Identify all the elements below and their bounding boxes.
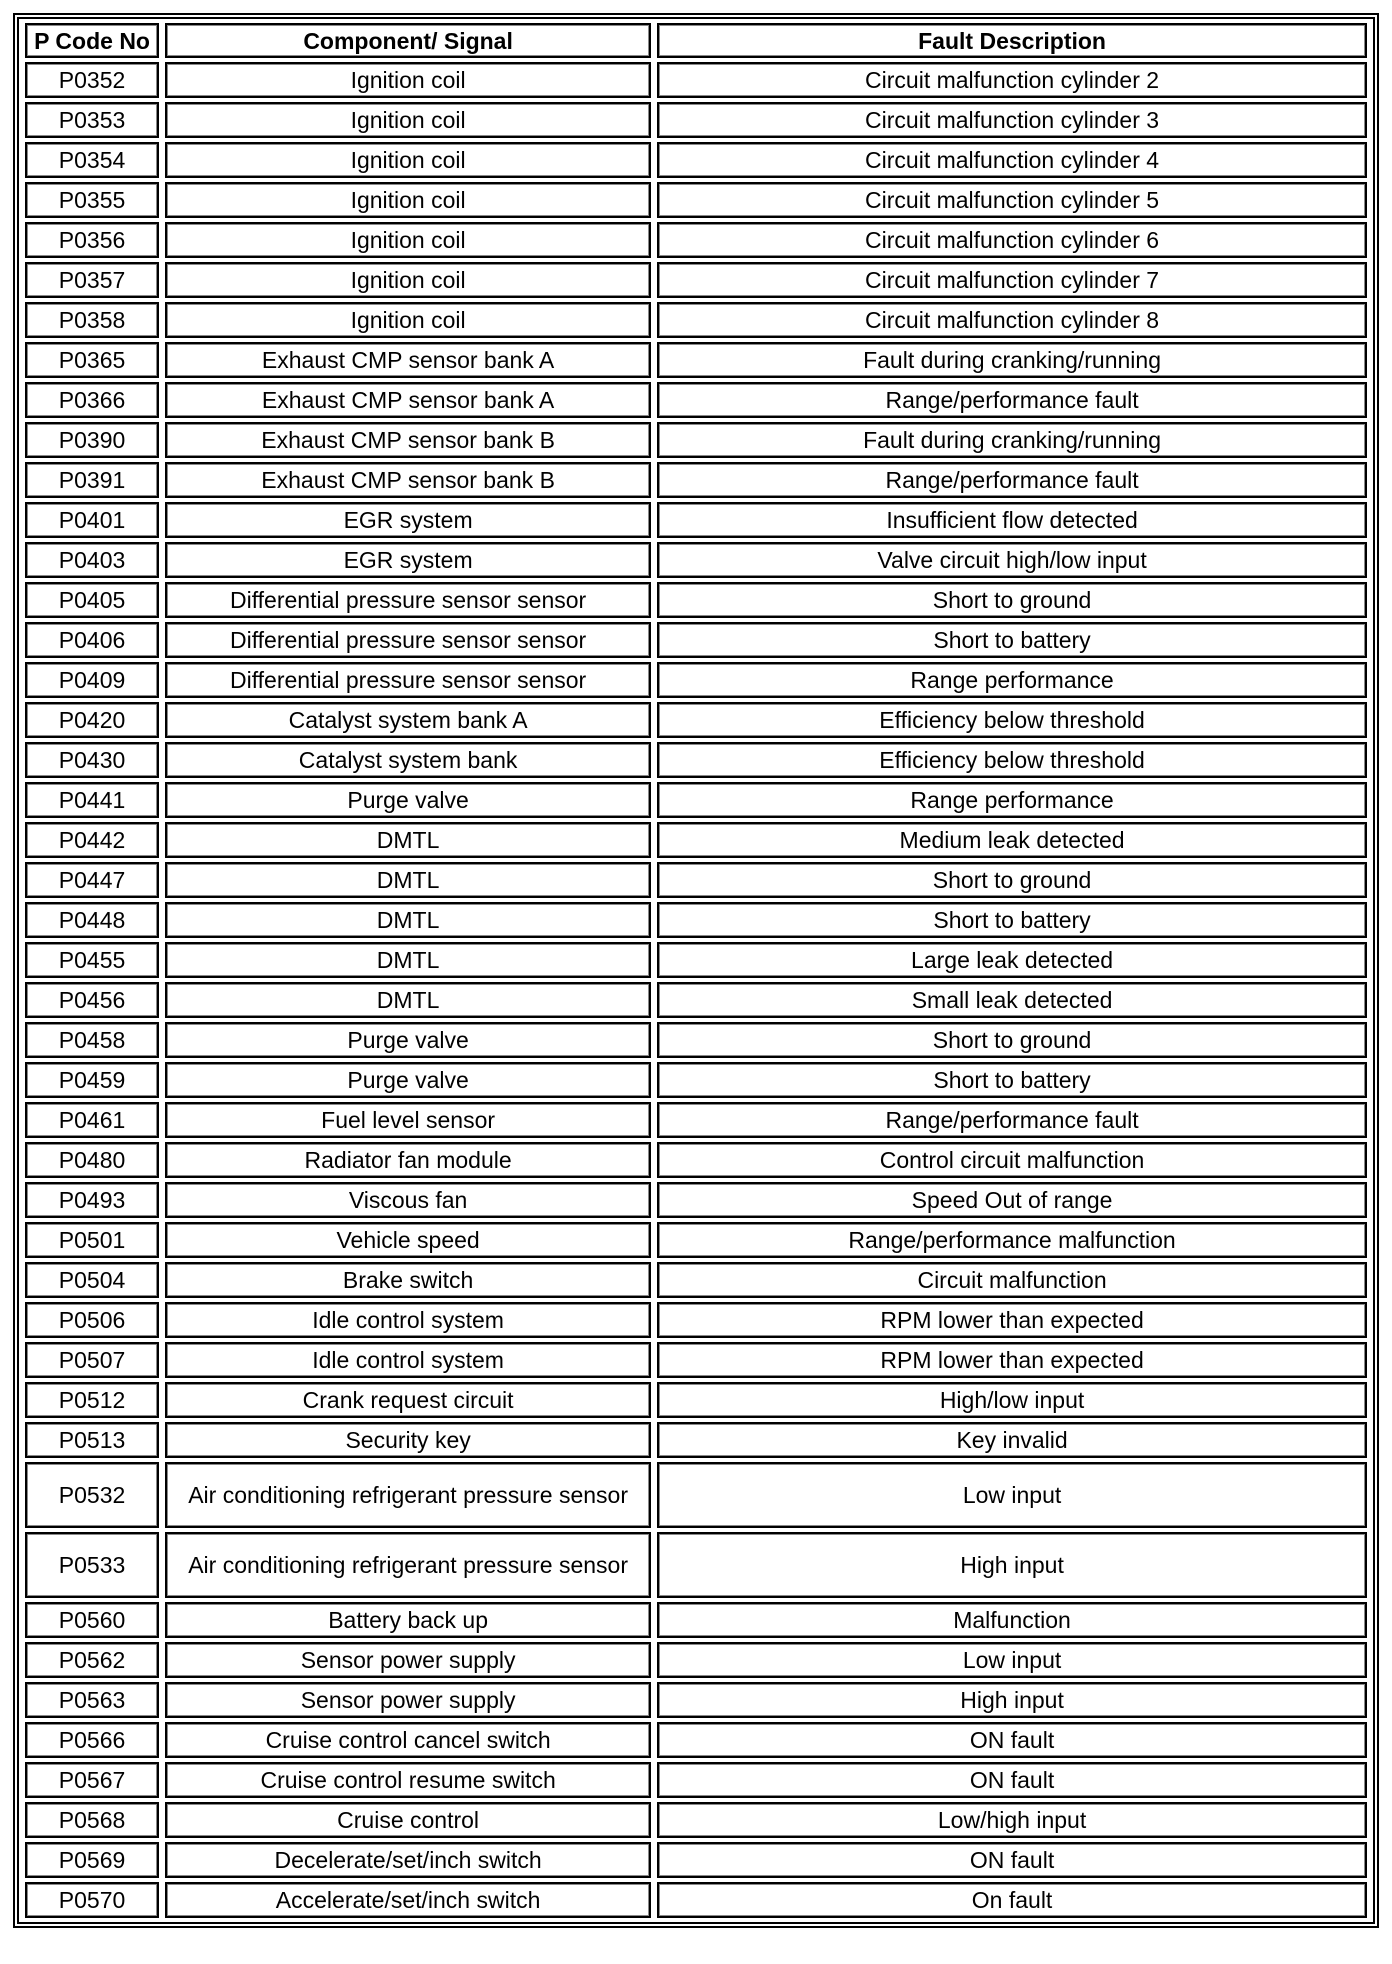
component-cell: Cruise control cancel switch <box>165 1722 651 1758</box>
component-cell: Cruise control <box>165 1802 651 1838</box>
table-row <box>25 1602 1367 1638</box>
p-code-cell: P0390 <box>25 422 159 458</box>
p-code-cell: P0352 <box>25 62 159 98</box>
document-page <box>17 17 1375 1924</box>
component-cell: Idle control system <box>165 1342 651 1378</box>
p-code-cell: P0533 <box>25 1532 159 1598</box>
fault-description-cell: Circuit malfunction cylinder 5 <box>657 182 1367 218</box>
fault-description-cell: Circuit malfunction cylinder 8 <box>657 302 1367 338</box>
component-cell: Ignition coil <box>165 102 651 138</box>
p-code-cell: P0567 <box>25 1762 159 1798</box>
component-cell: DMTL <box>165 862 651 898</box>
component-cell: Catalyst system bank A <box>165 702 651 738</box>
p-code-cell: P0354 <box>25 142 159 178</box>
fault-description-cell: Low/high input <box>657 1802 1367 1838</box>
fault-description-cell: Fault during cranking/running <box>657 422 1367 458</box>
p-code-cell: P0569 <box>25 1842 159 1878</box>
table-row <box>25 1722 1367 1758</box>
table-row <box>25 222 1367 258</box>
p-code-cell: P0353 <box>25 102 159 138</box>
p-code-cell: P0560 <box>25 1602 159 1638</box>
table-row <box>25 62 1367 98</box>
fault-description-cell: High input <box>657 1682 1367 1718</box>
table-row <box>25 1182 1367 1218</box>
fault-description-cell: Malfunction <box>657 1602 1367 1638</box>
fault-description-cell: High input <box>657 1532 1367 1598</box>
component-cell: Ignition coil <box>165 62 651 98</box>
p-code-cell: P0507 <box>25 1342 159 1378</box>
table-row <box>25 1642 1367 1678</box>
p-code-cell: P0563 <box>25 1682 159 1718</box>
component-cell: Purge valve <box>165 1022 651 1058</box>
table-row <box>25 142 1367 178</box>
table-row <box>25 542 1367 578</box>
p-code-cell: P0430 <box>25 742 159 778</box>
table-row <box>25 862 1367 898</box>
p-code-cell: P0458 <box>25 1022 159 1058</box>
table-row <box>25 342 1367 378</box>
p-code-cell: P0366 <box>25 382 159 418</box>
component-cell: Brake switch <box>165 1262 651 1298</box>
p-code-cell: P0532 <box>25 1462 159 1528</box>
p-code-cell: P0512 <box>25 1382 159 1418</box>
table-row <box>25 102 1367 138</box>
component-cell: Ignition coil <box>165 262 651 298</box>
p-code-cell: P0513 <box>25 1422 159 1458</box>
p-code-cell: P0504 <box>25 1262 159 1298</box>
p-code-cell: P0357 <box>25 262 159 298</box>
header-fault-description: Fault Description <box>657 23 1367 58</box>
p-code-cell: P0568 <box>25 1802 159 1838</box>
table-row <box>25 1802 1367 1838</box>
table-row <box>25 1842 1367 1878</box>
p-code-cell: P0501 <box>25 1222 159 1258</box>
p-code-cell: P0406 <box>25 622 159 658</box>
p-code-cell: P0448 <box>25 902 159 938</box>
fault-description-cell: Key invalid <box>657 1422 1367 1458</box>
p-code-cell: P0420 <box>25 702 159 738</box>
p-code-cell: P0409 <box>25 662 159 698</box>
fault-description-cell: Fault during cranking/running <box>657 342 1367 378</box>
fault-description-cell: Short to battery <box>657 1062 1367 1098</box>
component-cell: Vehicle speed <box>165 1222 651 1258</box>
table-body <box>25 62 1367 1918</box>
component-cell: Fuel level sensor <box>165 1102 651 1138</box>
table-row <box>25 382 1367 418</box>
p-code-cell: P0566 <box>25 1722 159 1758</box>
component-cell: Air conditioning refrigerant pressure sensor <box>165 1532 651 1598</box>
header-component-signal: Component/ Signal <box>165 23 651 58</box>
table-row <box>25 822 1367 858</box>
table-row <box>25 782 1367 818</box>
table-row <box>25 182 1367 218</box>
component-cell: Ignition coil <box>165 302 651 338</box>
component-cell: DMTL <box>165 942 651 978</box>
component-cell: Idle control system <box>165 1302 651 1338</box>
component-cell: Exhaust CMP sensor bank B <box>165 422 651 458</box>
table-row <box>25 262 1367 298</box>
table-row <box>25 982 1367 1018</box>
component-cell: Purge valve <box>165 1062 651 1098</box>
table-row <box>25 742 1367 778</box>
fault-description-cell: Range/performance malfunction <box>657 1222 1367 1258</box>
component-cell: Security key <box>165 1422 651 1458</box>
component-cell: DMTL <box>165 902 651 938</box>
fault-description-cell: Circuit malfunction cylinder 6 <box>657 222 1367 258</box>
component-cell: Exhaust CMP sensor bank A <box>165 342 651 378</box>
fault-description-cell: Short to battery <box>657 622 1367 658</box>
component-cell: Radiator fan module <box>165 1142 651 1178</box>
component-cell: Viscous fan <box>165 1182 651 1218</box>
table-row <box>25 302 1367 338</box>
table-row <box>25 1062 1367 1098</box>
table-row <box>25 1682 1367 1718</box>
component-cell: Sensor power supply <box>165 1682 651 1718</box>
table-row <box>25 702 1367 738</box>
fault-description-cell: Range/performance fault <box>657 1102 1367 1138</box>
table-row <box>25 1022 1367 1058</box>
table-header-row <box>25 23 1367 58</box>
fault-description-cell: Circuit malfunction cylinder 7 <box>657 262 1367 298</box>
p-code-cell: P0562 <box>25 1642 159 1678</box>
p-code-cell: P0493 <box>25 1182 159 1218</box>
fault-description-cell: Low input <box>657 1462 1367 1528</box>
fault-description-cell: Short to ground <box>657 862 1367 898</box>
fault-description-cell: Medium leak detected <box>657 822 1367 858</box>
table-row <box>25 1342 1367 1378</box>
component-cell: Air conditioning refrigerant pressure sensor <box>165 1462 651 1528</box>
fault-description-cell: Efficiency below threshold <box>657 702 1367 738</box>
table-row <box>25 1532 1367 1598</box>
fault-description-cell: Circuit malfunction cylinder 3 <box>657 102 1367 138</box>
component-cell: Ignition coil <box>165 182 651 218</box>
p-code-cell: P0480 <box>25 1142 159 1178</box>
fault-description-cell: Large leak detected <box>657 942 1367 978</box>
component-cell: DMTL <box>165 982 651 1018</box>
fault-description-cell: Small leak detected <box>657 982 1367 1018</box>
p-code-cell: P0358 <box>25 302 159 338</box>
table-row <box>25 1762 1367 1798</box>
fault-description-cell: Range performance <box>657 662 1367 698</box>
p-code-cell: P0355 <box>25 182 159 218</box>
component-cell: Exhaust CMP sensor bank A <box>165 382 651 418</box>
p-code-cell: P0405 <box>25 582 159 618</box>
fault-description-cell: RPM lower than expected <box>657 1302 1367 1338</box>
fault-description-cell: Range/performance fault <box>657 462 1367 498</box>
component-cell: Sensor power supply <box>165 1642 651 1678</box>
fault-description-cell: High/low input <box>657 1382 1367 1418</box>
component-cell: Purge valve <box>165 782 651 818</box>
table-row <box>25 1262 1367 1298</box>
component-cell: Exhaust CMP sensor bank B <box>165 462 651 498</box>
component-cell: Accelerate/set/inch switch <box>165 1882 651 1918</box>
fault-description-cell: Speed Out of range <box>657 1182 1367 1218</box>
p-code-cell: P0447 <box>25 862 159 898</box>
p-code-cell: P0455 <box>25 942 159 978</box>
component-cell: Differential pressure sensor sensor <box>165 662 651 698</box>
table-row <box>25 1102 1367 1138</box>
table-row <box>25 502 1367 538</box>
p-code-cell: P0391 <box>25 462 159 498</box>
component-cell: Differential pressure sensor sensor <box>165 622 651 658</box>
p-code-cell: P0570 <box>25 1882 159 1918</box>
table-row <box>25 1302 1367 1338</box>
fault-description-cell: On fault <box>657 1882 1367 1918</box>
p-code-cell: P0403 <box>25 542 159 578</box>
p-code-cell: P0442 <box>25 822 159 858</box>
component-cell: Crank request circuit <box>165 1382 651 1418</box>
table-row <box>25 582 1367 618</box>
table-row <box>25 902 1367 938</box>
fault-description-cell: Short to battery <box>657 902 1367 938</box>
table-row <box>25 1222 1367 1258</box>
table-row <box>25 622 1367 658</box>
table-row <box>25 1382 1367 1418</box>
fault-description-cell: RPM lower than expected <box>657 1342 1367 1378</box>
fault-description-cell: ON fault <box>657 1762 1367 1798</box>
fault-description-cell: Efficiency below threshold <box>657 742 1367 778</box>
table-row <box>25 462 1367 498</box>
p-code-cell: P0506 <box>25 1302 159 1338</box>
fault-description-cell: Low input <box>657 1642 1367 1678</box>
p-code-cell: P0461 <box>25 1102 159 1138</box>
fault-description-cell: ON fault <box>657 1722 1367 1758</box>
component-cell: EGR system <box>165 542 651 578</box>
fault-description-cell: Control circuit malfunction <box>657 1142 1367 1178</box>
component-cell: Battery back up <box>165 1602 651 1638</box>
p-code-cell: P0456 <box>25 982 159 1018</box>
fault-description-cell: Insufficient flow detected <box>657 502 1367 538</box>
fault-description-cell: ON fault <box>657 1842 1367 1878</box>
table-row <box>25 422 1367 458</box>
fault-description-cell: Circuit malfunction cylinder 4 <box>657 142 1367 178</box>
fault-description-cell: Valve circuit high/low input <box>657 542 1367 578</box>
component-cell: Catalyst system bank <box>165 742 651 778</box>
component-cell: Cruise control resume switch <box>165 1762 651 1798</box>
table-row <box>25 942 1367 978</box>
component-cell: Decelerate/set/inch switch <box>165 1842 651 1878</box>
component-cell: Ignition coil <box>165 142 651 178</box>
p-code-cell: P0365 <box>25 342 159 378</box>
fault-description-cell: Range/performance fault <box>657 382 1367 418</box>
table-row <box>25 1882 1367 1918</box>
component-cell: Differential pressure sensor sensor <box>165 582 651 618</box>
table-row <box>25 1142 1367 1178</box>
fault-description-cell: Circuit malfunction <box>657 1262 1367 1298</box>
p-code-cell: P0401 <box>25 502 159 538</box>
fault-description-cell: Range performance <box>657 782 1367 818</box>
fault-description-cell: Short to ground <box>657 582 1367 618</box>
fault-description-cell: Short to ground <box>657 1022 1367 1058</box>
component-cell: EGR system <box>165 502 651 538</box>
header-p-code: P Code No <box>25 23 159 58</box>
table-row <box>25 1462 1367 1528</box>
fault-description-cell: Circuit malfunction cylinder 2 <box>657 62 1367 98</box>
component-cell: DMTL <box>165 822 651 858</box>
p-code-cell: P0356 <box>25 222 159 258</box>
p-code-cell: P0441 <box>25 782 159 818</box>
fault-code-table <box>17 17 1375 1924</box>
component-cell: Ignition coil <box>165 222 651 258</box>
table-row <box>25 662 1367 698</box>
table-row <box>25 1422 1367 1458</box>
p-code-cell: P0459 <box>25 1062 159 1098</box>
